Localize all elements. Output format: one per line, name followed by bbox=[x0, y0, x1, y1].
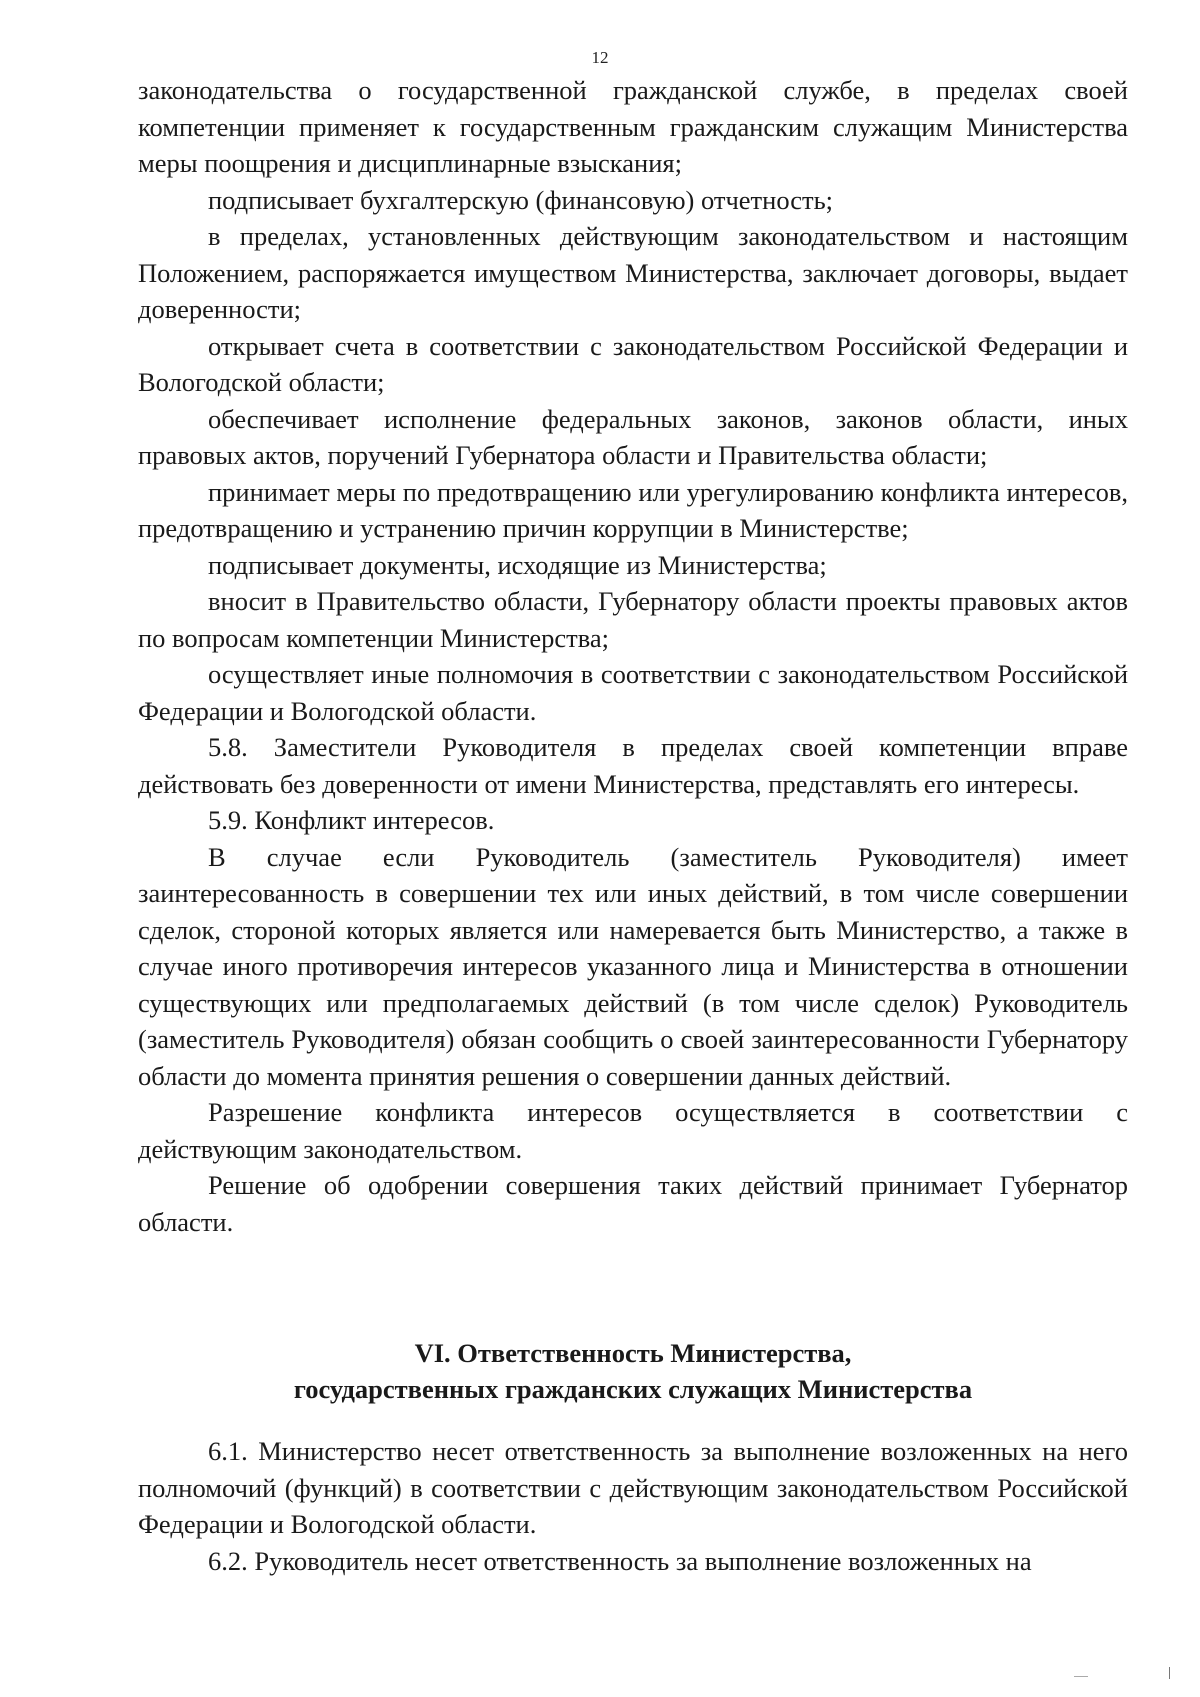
body-text bbox=[138, 72, 1128, 1240]
paragraph-6-1: 6.1. Министерство несет ответственность за выполнение возложенных на него полномочий (функций) в соответствии с действующим законодательством Российской Федерации и Вологодской области. bbox=[138, 1436, 1128, 1539]
paragraph-accounts: открывает счета в соответствии с законодательством Российской Федерации и Вологодской области; bbox=[138, 330, 1128, 397]
scan-edge-mark bbox=[1169, 1667, 1170, 1679]
paragraph-other-powers: осуществляет иные полномочия в соответствии с законодательством Российской Федерации и Вологодской области. bbox=[138, 659, 1128, 726]
paragraph-conflict-case: В случае если Руководитель (заместитель Руководителя) имеет заинтересованность в совершении тех или иных действий, в том числе совершении сделок, стороной которых является или намеревается быть Министерство, а также в случае иного противоречия интересов указанного лица и Министерства в отношении существующих или предполагаемых действий (в том числе сделок) Руководитель (заместитель Руководителя) обязан сообщить о своей заинтересованности Губернатору области до момента принятия решения о совершении данных действий. bbox=[138, 841, 1128, 1091]
scan-edge-mark bbox=[1074, 1676, 1088, 1677]
paragraph-continuation: законодательства о государственной гражданской службе, в пределах своей компетенции применяет к государственным гражданским служащим Министерства меры поощрения и дисциплинарные взыскания; bbox=[138, 75, 1128, 178]
paragraph-signs-documents: подписывает документы, исходящие из Министерства; bbox=[208, 549, 827, 580]
paragraph-conflict-measures: принимает меры по предотвращению или урегулированию конфликта интересов, предотвращению и устранению причин коррупции в Министерстве; bbox=[138, 476, 1128, 543]
paragraph-conflict-resolution: Разрешение конфликта интересов осуществляется в соответствии с действующим законодательством. bbox=[138, 1097, 1128, 1164]
section-body bbox=[138, 1433, 1128, 1579]
paragraph-6-2: 6.2. Руководитель несет ответственность за выполнение возложенных на bbox=[208, 1545, 1032, 1576]
paragraph-submits-drafts: вносит в Правительство области, Губернатору области проекты правовых актов по вопросам компетенции Министерства; bbox=[138, 586, 1128, 653]
paragraph-accounting: подписывает бухгалтерскую (финансовую) отчетность; bbox=[208, 184, 834, 215]
paragraph-execution: обеспечивает исполнение федеральных законов, законов области, иных правовых актов, поручений Губернатора области и Правительства области; bbox=[138, 403, 1128, 470]
paragraph-5-9: 5.9. Конфликт интересов. bbox=[208, 805, 495, 835]
paragraph-property: в пределах, установленных действующим законодательством и настоящим Положением, распоряжается имуществом Министерства, заключает договоры, выдает доверенности; bbox=[138, 221, 1128, 324]
paragraph-5-8: 5.8. Заместители Руководителя в пределах своей компетенции вправе действовать без доверенности от имени Министерства, представлять его интересы. bbox=[138, 732, 1128, 799]
paragraph-approval: Решение об одобрении совершения таких действий принимает Губернатор области. bbox=[138, 1170, 1128, 1237]
page-number: 12 bbox=[591, 48, 609, 67]
section-heading-line-1: VI. Ответственность Министерства, bbox=[414, 1338, 852, 1368]
section-heading-line-2: государственных гражданских служащих Министерства bbox=[293, 1374, 973, 1404]
section-heading bbox=[138, 1335, 1128, 1407]
